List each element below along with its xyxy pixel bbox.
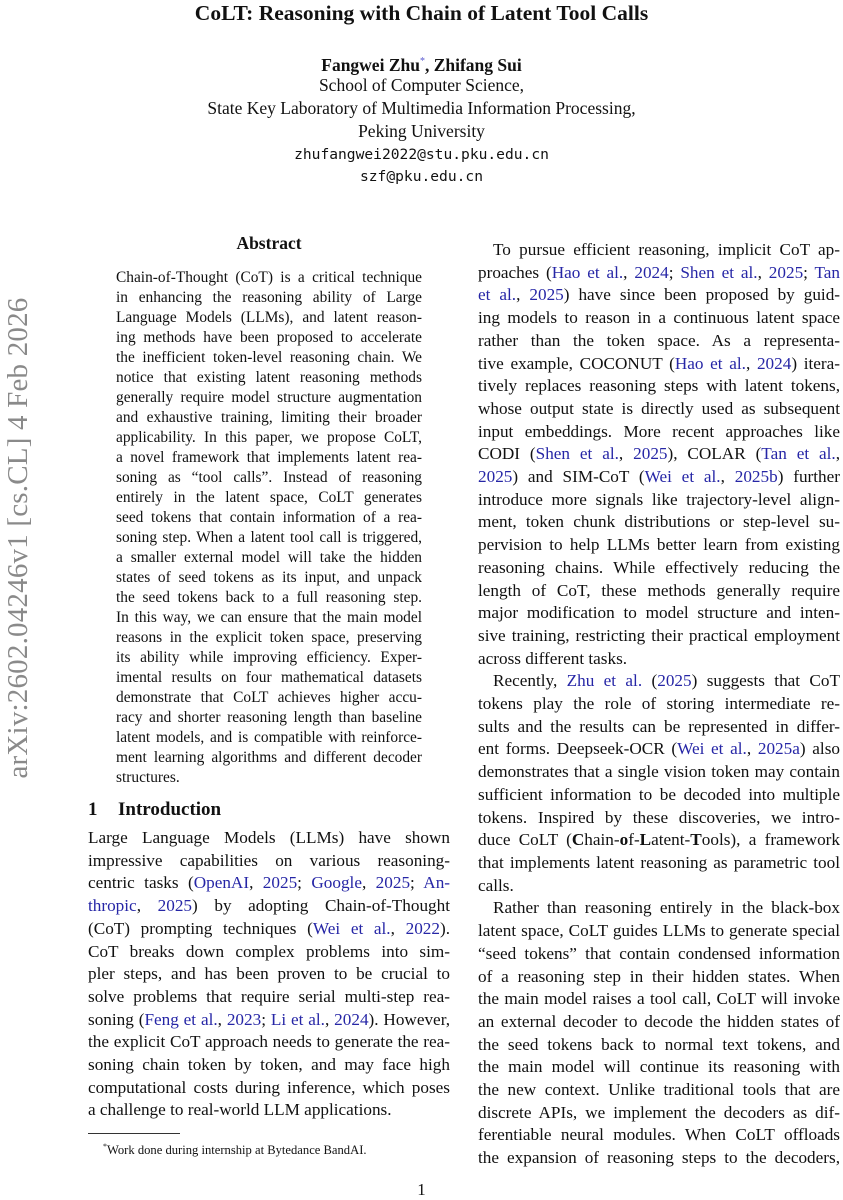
text-segment: ; <box>410 873 424 893</box>
citation-link[interactable]: 2025 <box>657 671 692 691</box>
author-email: szf@pku.edu.cn <box>359 168 483 185</box>
text-segment: major modification to model structure and inten- <box>478 603 840 623</box>
text-segment: Language Models (LLMs), and latent reason- <box>116 309 422 326</box>
text-line <box>88 918 450 941</box>
paragraph <box>88 827 450 1122</box>
text-segment: and exhaustive training, limiting their broader <box>116 409 422 426</box>
paragraph <box>116 268 422 788</box>
abstract-heading: Abstract <box>236 233 302 253</box>
text-segment: computational costs during inference, which poses <box>88 1077 450 1097</box>
text-line <box>478 1102 840 1125</box>
text-line <box>478 557 840 580</box>
text-line <box>116 448 422 468</box>
text-segment: ; <box>297 873 312 893</box>
introduction-body-left <box>88 827 450 1122</box>
text-segment: Large Language Models (LLMs) have shown <box>88 828 450 847</box>
text-line <box>116 388 422 408</box>
text-segment: , <box>623 262 635 282</box>
citation-link[interactable]: et al. <box>478 285 517 305</box>
text-segment: sufficient information to be decoded into multiple <box>478 784 840 804</box>
text-segment: , <box>757 262 769 282</box>
footnote <box>103 1139 367 1158</box>
text-segment: soning ( <box>88 1009 145 1029</box>
citation-link[interactable]: An- <box>423 873 451 893</box>
citation-link[interactable]: Tan et al. <box>761 444 836 464</box>
citation-link[interactable]: 2024 <box>634 262 669 282</box>
text-segment: sults and the results can be represented in differ- <box>478 716 840 736</box>
text-segment: ). However, <box>368 1009 451 1029</box>
text-segment: ; <box>803 262 815 282</box>
text-line <box>478 920 840 943</box>
text-segment: , <box>217 1009 227 1029</box>
text-segment: its ability while improving efficiency. Exper- <box>116 649 422 666</box>
text-line <box>88 1077 450 1100</box>
bold-letter: o <box>619 830 629 850</box>
text-line <box>478 875 840 898</box>
text-segment: , <box>720 467 735 487</box>
text-line <box>88 941 450 964</box>
text-line <box>116 768 422 788</box>
body-right-column <box>478 239 840 1170</box>
text-line <box>88 1009 450 1032</box>
citation-link[interactable]: 2025 <box>157 896 192 916</box>
text-segment: latent models, and is compatible with reinforce- <box>116 729 422 746</box>
text-segment: pler steps, and has been proven to be crucial to <box>88 964 450 984</box>
text-segment: Recently, <box>493 671 567 691</box>
text-segment: notice that existing latent reasoning methods <box>116 369 422 386</box>
text-segment: a smaller external model will take the hidden <box>116 549 422 566</box>
text-segment: in enhancing the reasoning ability of Large <box>116 289 422 306</box>
bold-letter: L <box>639 830 652 850</box>
text-segment: that implements latent reasoning as parametric tool <box>478 852 840 872</box>
text-line <box>478 1124 840 1147</box>
text-line <box>478 897 840 920</box>
text-segment: tively replaces reasoning steps with latent tokens, <box>478 376 840 396</box>
text-line <box>116 648 422 668</box>
paragraph <box>478 897 840 1169</box>
citation-link[interactable]: Tan <box>814 262 841 282</box>
text-segment: f- <box>628 830 640 850</box>
text-line <box>88 963 450 986</box>
citation-link[interactable]: 2025 <box>478 467 513 487</box>
text-segment: , <box>361 873 376 893</box>
text-segment: ) also <box>799 739 840 759</box>
citation-link[interactable]: 2024 <box>756 353 792 373</box>
text-segment: To pursue efficient reasoning, implicit CoT ap- <box>493 240 840 259</box>
text-segment: racy and shorter reasoning length than baseline <box>116 709 422 726</box>
text-segment: ment, token chunk distributions or step-level su- <box>478 512 840 532</box>
text-line <box>116 708 422 728</box>
section-number: 1 <box>88 799 98 820</box>
arxiv-identifier-stamp: arXiv:2602.04246v1 [cs.CL] 4 Feb 2026 <box>2 297 34 779</box>
text-segment: calls. <box>478 875 514 895</box>
author-separator: , <box>424 54 434 75</box>
text-segment: an external decoder to decode the hidden states of <box>478 1011 840 1031</box>
text-line <box>478 648 840 671</box>
text-segment: hain- <box>584 830 620 850</box>
text-segment: ing models to reason in a continuous latent space <box>478 308 840 328</box>
text-segment: duce CoLT ( <box>478 830 572 850</box>
text-line <box>478 852 840 875</box>
citation-link[interactable]: 2025a <box>757 739 800 759</box>
text-line <box>116 268 422 288</box>
text-segment: generally require model structure augmentation <box>116 389 422 406</box>
text-segment: ), COLAR ( <box>667 444 762 464</box>
text-segment: a challenge to real-world LLM applications. <box>88 1100 392 1120</box>
section-title: Introduction <box>118 799 222 820</box>
text-segment: the seed tokens back to a full reasoning step. <box>116 589 422 606</box>
text-line <box>478 716 840 739</box>
text-segment: , <box>746 739 758 759</box>
text-line <box>88 827 450 850</box>
text-line <box>88 895 450 918</box>
text-segment: ) and SIM-CoT ( <box>512 467 645 487</box>
text-line <box>116 288 422 308</box>
text-segment: seed tokens that contain information of a rea- <box>116 509 422 526</box>
text-line <box>88 872 450 895</box>
text-segment: (CoT) prompting techniques ( <box>88 918 313 938</box>
text-segment: ools), a framework <box>701 830 840 850</box>
text-segment: , <box>249 873 263 893</box>
text-line <box>478 307 840 330</box>
text-segment: rather than the token space. As a representa- <box>478 330 840 350</box>
text-line <box>116 428 422 448</box>
citation-link[interactable]: 2025 <box>768 262 804 282</box>
text-line <box>478 693 840 716</box>
text-line <box>478 443 840 466</box>
text-segment: CODI ( <box>478 444 536 464</box>
text-segment: “seed tokens” that contain condensed information <box>478 943 840 963</box>
footnote-text: Work done during internship at Bytedance BandAI. <box>107 1143 367 1158</box>
text-line <box>88 1054 450 1077</box>
text-segment: sive training, restricting their practical employment <box>478 625 840 645</box>
text-segment: the main model raises a tool call, CoLT will invoke <box>478 989 840 1009</box>
text-segment: length of CoT, these methods generally require <box>478 580 840 600</box>
text-line <box>478 284 840 307</box>
paragraph <box>478 239 840 670</box>
text-line <box>116 628 422 648</box>
text-segment: demonstrates that a single vision token may contain <box>478 762 840 782</box>
text-segment: structures. <box>116 769 180 786</box>
citation-link[interactable]: 2025 <box>529 285 564 305</box>
text-segment: , <box>618 444 634 464</box>
text-segment: ferentiable neural modules. When CoLT offloads <box>478 1125 840 1145</box>
text-segment: of a reasoning step in their hidden states. When <box>478 966 840 986</box>
text-line <box>478 761 840 784</box>
text-line <box>478 602 840 625</box>
text-segment: states of seed tokens as its input, and unpack <box>116 569 422 586</box>
text-segment: proaches ( <box>478 262 552 282</box>
text-segment: entirely in the latent space, CoLT generates <box>116 489 422 506</box>
text-segment: ; <box>261 1009 271 1029</box>
footnote-mark-link[interactable]: * <box>419 56 425 67</box>
author-name: Fangwei Zhu <box>321 54 420 75</box>
text-segment: a novel framework that implements latent rea- <box>116 449 422 466</box>
text-segment: ing methods have been proposed to accelerate <box>116 329 422 346</box>
text-line <box>478 353 840 376</box>
authors <box>0 50 843 77</box>
text-line <box>478 580 840 603</box>
text-line <box>116 508 422 528</box>
page-number: 1 <box>417 1180 426 1199</box>
text-line <box>478 625 840 648</box>
text-line <box>116 728 422 748</box>
text-segment: , <box>324 1009 335 1029</box>
text-line <box>478 534 840 557</box>
text-line <box>116 688 422 708</box>
citation-link[interactable]: 2025 <box>633 444 668 464</box>
author-name: Zhifang Sui <box>433 54 522 75</box>
footnote-mark: * <box>103 1142 107 1151</box>
text-line <box>478 421 840 444</box>
text-line <box>478 738 840 761</box>
text-line <box>116 468 422 488</box>
citation-link[interactable]: Hao et al. <box>674 353 746 373</box>
text-line <box>478 988 840 1011</box>
citation-link[interactable]: Li et al. <box>270 1009 325 1029</box>
text-segment: reasons in the explicit token space, preserving <box>116 629 422 646</box>
text-segment: demonstrate that CoLT achieves higher accu- <box>116 689 422 706</box>
citation-link[interactable]: 2022 <box>405 918 440 938</box>
text-segment: tive example, COCONUT ( <box>478 353 675 373</box>
text-segment: ) suggests that CoT <box>691 671 840 691</box>
text-line <box>478 1011 840 1034</box>
text-line <box>478 466 840 489</box>
text-line <box>116 668 422 688</box>
text-line <box>116 568 422 588</box>
text-line <box>116 348 422 368</box>
text-segment: imental results on four mathematical datasets <box>116 669 422 686</box>
text-segment: ( <box>642 671 658 691</box>
text-segment: ) further <box>777 467 840 487</box>
citation-link[interactable]: 2025 <box>262 873 298 893</box>
text-segment: centric tasks ( <box>88 873 194 893</box>
citation-link[interactable]: OpenAI <box>193 873 250 893</box>
text-line <box>116 308 422 328</box>
text-line <box>478 398 840 421</box>
text-line <box>116 408 422 428</box>
section-heading-introduction <box>88 799 221 821</box>
text-segment: ) by adopting Chain-of-Thought <box>192 896 451 916</box>
citation-link[interactable]: Wei et al. <box>677 739 747 759</box>
text-line <box>478 489 840 512</box>
text-segment: atent- <box>651 830 691 850</box>
text-segment: In this way, we can ensure that the main model <box>116 609 422 626</box>
text-line <box>478 1056 840 1079</box>
citation-link[interactable]: 2025b <box>734 467 778 487</box>
text-segment: ) itera- <box>791 353 840 373</box>
text-segment: ) have since been proposed by guid- <box>563 285 841 305</box>
text-line <box>88 1099 450 1122</box>
bold-letter: C <box>571 830 585 850</box>
text-segment: Rather than reasoning entirely in the black-box <box>493 898 840 918</box>
text-segment: introduce more signals like trajectory-level align- <box>478 489 840 509</box>
text-segment: soning as “tool calls”. Instead of reasoning <box>116 469 422 486</box>
text-segment: soning chain token by token, and may face high <box>88 1055 450 1075</box>
paragraph <box>478 670 840 897</box>
text-segment: the new context. Unlike traditional tools that are <box>478 1080 840 1100</box>
text-segment: the explicit CoT approach needs to generate the rea- <box>88 1032 450 1052</box>
text-segment: the seed tokens back to normal text tokens, and <box>478 1034 840 1054</box>
text-line <box>116 368 422 388</box>
text-segment: , <box>835 444 841 464</box>
text-segment: Chain-of-Thought (CoT) is a critical technique <box>116 269 422 286</box>
text-segment: across different tasks. <box>478 648 628 668</box>
text-segment: the inefficient token-level reasoning chain. We <box>116 349 422 366</box>
text-line <box>478 1147 840 1170</box>
citation-link[interactable]: Shen et al. <box>680 262 758 282</box>
text-line <box>478 375 840 398</box>
text-line <box>116 588 422 608</box>
citation-link[interactable]: thropic <box>88 896 137 916</box>
citation-link[interactable]: Wei et al. <box>312 918 391 938</box>
text-segment: ment learning algorithms and different decoder <box>116 749 422 766</box>
text-line <box>478 262 840 285</box>
text-line <box>116 608 422 628</box>
text-line <box>116 488 422 508</box>
affiliation-line: State Key Laboratory of Multimedia Information Processing, <box>207 98 636 118</box>
text-segment: applicability. In this paper, we propose CoLT, <box>116 429 422 446</box>
text-line <box>116 328 422 348</box>
text-segment: tokens play the role of storing intermediate re- <box>478 694 840 714</box>
affiliation-line: Peking University <box>358 121 485 141</box>
text-segment: pervision to help LLMs better learn from existing <box>478 535 840 555</box>
author-email: zhufangwei2022@stu.pku.edu.cn <box>294 146 549 163</box>
text-segment: impressive capabilities on various reasoning- <box>88 850 450 870</box>
text-segment: ). <box>439 918 450 938</box>
text-segment: reasoning chains. While effectively reducing the <box>478 557 840 577</box>
citation-link[interactable]: 2023 <box>226 1009 262 1029</box>
text-line <box>88 1031 450 1054</box>
text-line <box>478 829 840 852</box>
citation-link[interactable]: Google <box>311 873 362 893</box>
text-line <box>116 528 422 548</box>
text-line <box>478 1079 840 1102</box>
affiliation-line: School of Computer Science, <box>318 75 525 95</box>
citation-link[interactable]: Hao et al. <box>551 262 624 282</box>
citation-link[interactable]: Zhu et al. <box>566 671 643 691</box>
citation-link[interactable]: 2025 <box>375 873 411 893</box>
text-segment: the main model will continue its reasoning with <box>478 1057 840 1077</box>
text-line <box>478 511 840 534</box>
text-segment: ent forms. Deepseek-OCR ( <box>478 739 678 759</box>
abstract-body <box>116 268 422 788</box>
text-segment: the expansion of reasoning steps to the decoders, <box>478 1148 840 1168</box>
text-line <box>88 850 450 873</box>
text-line <box>116 748 422 768</box>
citation-link[interactable]: Feng et al. <box>144 1009 218 1029</box>
citation-link[interactable]: Shen et al. <box>535 444 619 464</box>
text-segment: tokens. Inspired by these discoveries, we intro- <box>478 807 840 827</box>
text-segment: whose output state is directly used as subsequent <box>478 398 840 418</box>
text-line <box>478 1034 840 1057</box>
citation-link[interactable]: Wei et al. <box>644 467 721 487</box>
text-segment: , <box>516 285 530 305</box>
text-line <box>478 784 840 807</box>
text-segment: CoT breaks down complex problems into sim- <box>88 941 450 961</box>
text-segment: ; <box>668 262 681 282</box>
text-line <box>116 548 422 568</box>
text-segment: , <box>745 353 757 373</box>
text-segment: , <box>390 918 406 938</box>
text-segment: input embeddings. More recent approaches like <box>478 421 840 441</box>
paper-title: CoLT: Reasoning with Chain of Latent Tool Calls <box>194 1 649 25</box>
text-line <box>478 943 840 966</box>
text-line <box>478 330 840 353</box>
citation-link[interactable]: 2024 <box>334 1009 369 1029</box>
footnote-divider <box>88 1133 180 1134</box>
text-line <box>478 966 840 989</box>
text-line <box>478 807 840 830</box>
text-segment: discrete APIs, we implement the decoders as dif- <box>478 1102 840 1122</box>
text-segment: solve problems that require serial multi-step rea- <box>88 986 450 1006</box>
text-line <box>88 986 450 1009</box>
bold-letter: T <box>690 830 702 850</box>
text-segment: soning step. When a latent tool call is triggered, <box>116 529 422 546</box>
text-segment: latent space, CoLT guides LLMs to generate special <box>478 921 840 941</box>
text-segment: , <box>136 896 158 916</box>
text-line <box>478 239 840 262</box>
text-line <box>478 670 840 693</box>
